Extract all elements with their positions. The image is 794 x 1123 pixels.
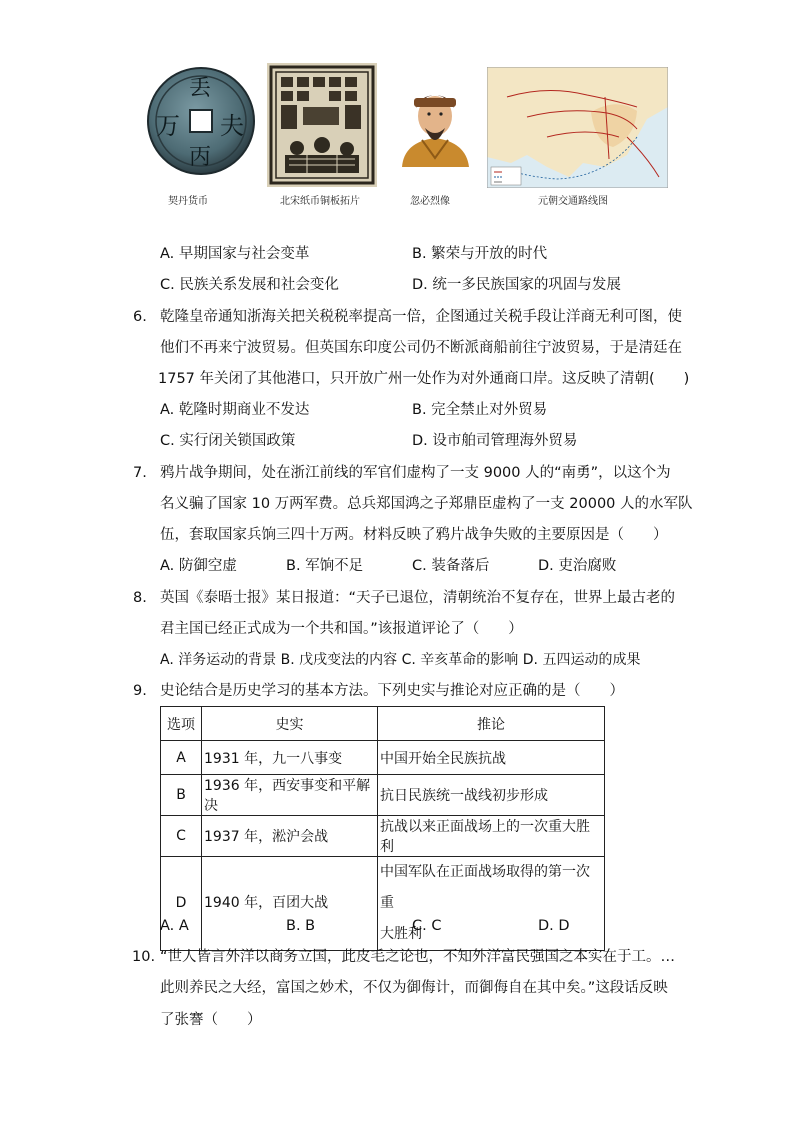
q8-options: A. 洋务运动的背景 B. 戊戌变法的内容 C. 辛亥革命的影响 D. 五四运动的成果 [160,652,641,668]
q8-stem-line-1: 英国《泰晤士报》某日报道：“天子已退位，清朝统治不复存在，世界上最古老的 [160,590,676,606]
q9-stem: 史论结合是历史学习的基本方法。下列史实与推论对应正确的是（ ） [160,683,624,699]
q10-stem-line-2: 此则养民之大经，富国之妙术，不仅为御侮计，而御侮自在其中矣。”这段话反映 [160,980,668,996]
table-cell-option: D [161,857,202,951]
table-header-option: 选项 [161,707,202,741]
q6-option-b: B. 完全禁止对外贸易 [412,402,548,418]
q6-option-c: C. 实行闭关锁国政策 [160,433,296,449]
yuan-transport-route-map-image [487,67,668,188]
q6-stem-line-1: 乾隆皇帝通知浙海关把关税税率提高一倍，企图通过关税手段让洋商无利可图，使 [160,309,682,325]
q7-option-d: D. 吏治腐败 [538,558,617,574]
caption-kublai-khan: 忽必烈像 [410,196,450,207]
q9-option-c: C. C [412,918,442,934]
q6-option-a: A. 乾隆时期商业不发达 [160,402,310,418]
table-cell-inference-line-1: 中国军队在正面战场取得的第一次重 [380,864,590,911]
q7-option-a: A. 防御空虚 [160,558,237,574]
q6-number: 6. [133,309,147,325]
kublai-khan-portrait-image [392,80,479,167]
q6-option-d: D. 设市舶司管理海外贸易 [412,433,578,449]
coin-char-right: 夫 [220,112,244,140]
q9-number: 9. [133,683,147,699]
table-cell-fact: 1931 年，九一八事变 [202,741,378,775]
table-row [161,775,605,816]
q10-stem-line-1: “世人皆言外洋以商务立国，此皮毛之论也，不知外洋富民强国之本实在于工。… [160,949,676,965]
q5-option-d: D. 统一多民族国家的巩固与发展 [412,277,621,293]
table-cell-inference [378,857,605,951]
coin-char-left: 万 [156,112,180,140]
table-cell-inference: 抗战以来正面战场上的一次重大胜利 [378,816,605,857]
table-cell-inference-line-2: 大胜利 [380,926,422,942]
table-header-fact: 史实 [202,707,378,741]
table-cell-option: C [161,816,202,857]
q7-stem-line-1: 鸦片战争期间，处在浙江前线的军官们虚构了一支 9000 人的“南勇”，以这个为 [160,465,671,481]
q7-option-b: B. 军饷不足 [286,558,364,574]
q7-stem-line-2: 名义骗了国家 10 万两军费。总兵郑国鸿之子郑鼎臣虚构了一支 20000 人的水军队 [160,496,693,512]
table-row [161,741,605,775]
table-header-row [161,707,605,741]
table-cell-fact: 1936 年，西安事变和平解决 [202,775,378,816]
table-cell-fact: 1937 年，淞沪会战 [202,816,378,857]
khitan-coin-image [146,66,256,176]
q6-stem-line-2: 他们不再来宁波贸易。但英国东印度公司仍不断派商船前往宁波贸易，于是清廷在 [160,340,682,356]
q6-stem-line-3: 1757 年关闭了其他港口，只开放广州一处作为对外通商口岸。这反映了清朝( ) [158,371,690,387]
caption-paper-money: 北宋纸币铜板拓片 [280,196,360,207]
coin-char-bottom: 丙 [189,145,212,170]
table-row [161,816,605,857]
table-header-inference: 推论 [378,707,605,741]
caption-khitan-coin: 契丹货币 [168,196,208,207]
q5-option-b: B. 繁荣与开放的时代 [412,246,548,262]
q9-option-d: D. D [538,918,570,934]
table-cell-inference: 抗日民族统一战线初步形成 [378,775,605,816]
q8-number: 8. [133,590,147,606]
coin-char-top: 丢 [189,76,212,101]
q9-history-table [160,706,605,951]
song-paper-money-rubbing-image [267,63,377,187]
q8-stem-line-2: 君主国已经正式成为一个共和国。”该报道评论了（ ） [160,621,523,637]
q9-option-a: A. A [160,918,189,934]
table-cell-inference: 中国开始全民族抗战 [378,741,605,775]
q7-number: 7. [133,465,147,481]
table-cell-option: A [161,741,202,775]
q5-option-c: C. 民族关系发展和社会变化 [160,277,339,293]
q10-stem-line-3: 了张謇（ ） [160,1012,262,1028]
table-row [161,857,605,951]
q9-option-b: B. B [286,918,316,934]
table-cell-option: B [161,775,202,816]
q5-option-a: A. 早期国家与社会变革 [160,246,310,262]
q7-option-c: C. 装备落后 [412,558,490,574]
caption-yuan-map: 元朝交通路线图 [538,196,608,207]
q10-number: 10. [132,949,156,965]
table-cell-fact: 1940 年，百团大战 [202,857,378,951]
q7-stem-line-3: 伍，套取国家兵饷三四十万两。材料反映了鸦片战争失败的主要原因是（ ） [160,527,668,543]
